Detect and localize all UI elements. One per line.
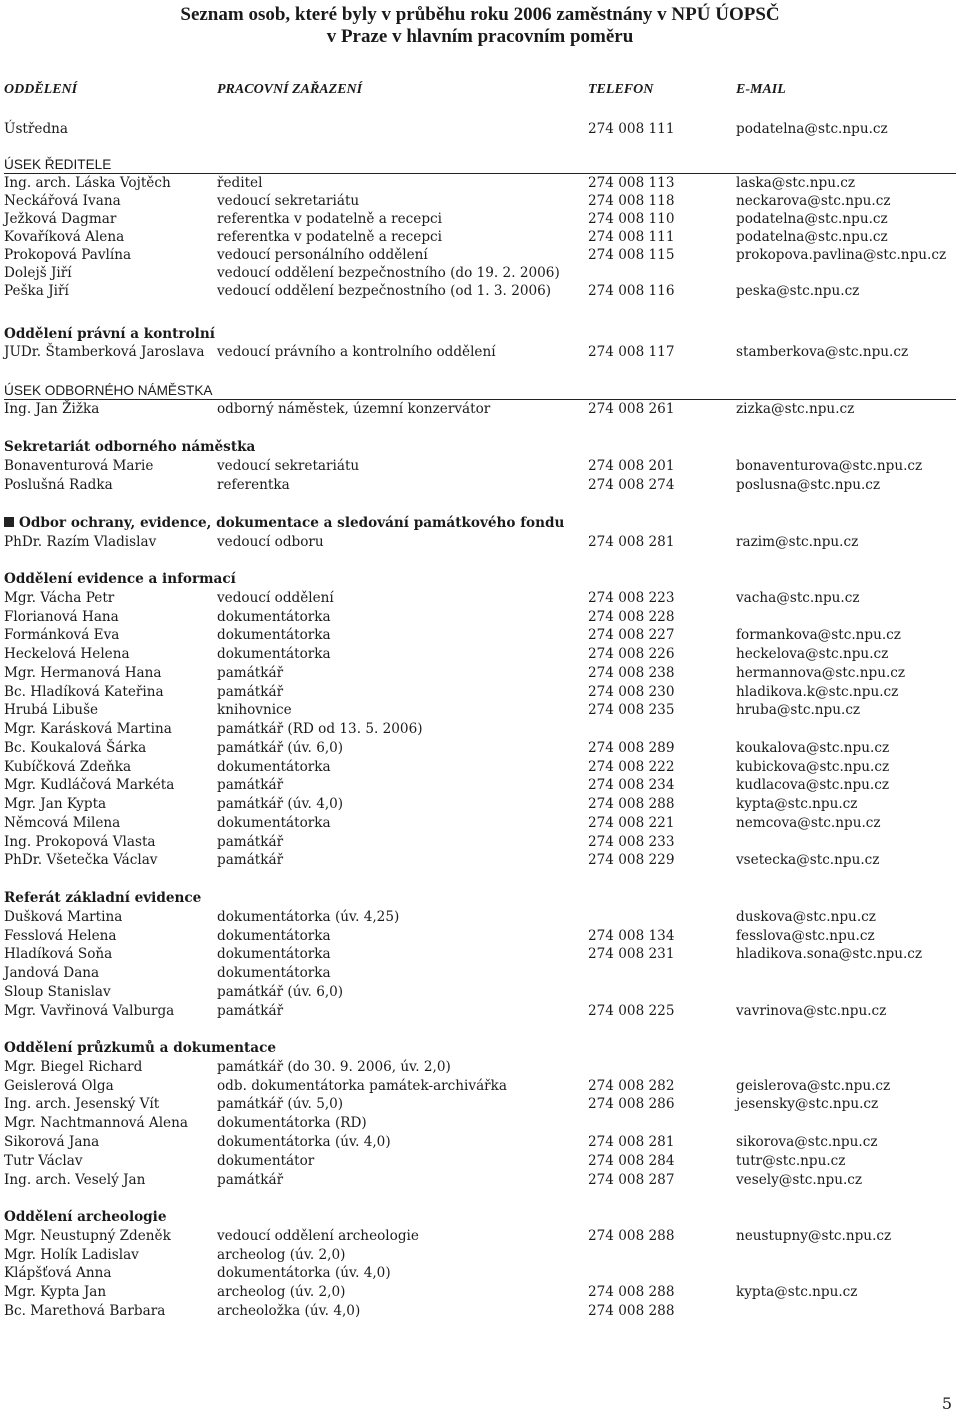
column-header-email: E-MAIL xyxy=(736,82,786,97)
employee-position: památkář (úv. 5,0) xyxy=(217,1096,344,1113)
employee-email: tutr@stc.npu.cz xyxy=(736,1152,846,1169)
table-row xyxy=(4,282,956,300)
table-row xyxy=(4,1002,956,1020)
employee-phone: 274 008 229 xyxy=(588,852,675,869)
employee-phone: 274 008 134 xyxy=(588,927,675,944)
table-row xyxy=(4,795,956,813)
employee-name: Heckelová Helena xyxy=(4,646,130,662)
employee-phone: 274 008 228 xyxy=(588,608,675,625)
section-heading xyxy=(4,889,201,907)
section-heading xyxy=(4,514,564,532)
employee-position: památkář xyxy=(217,1171,284,1188)
employee-position: dokumentátorka (úv. 4,0) xyxy=(217,1265,391,1282)
employee-position: dokumentátor xyxy=(217,1152,315,1169)
employee-email: bonaventurova@stc.npu.cz xyxy=(736,458,923,474)
employee-email: stamberkova@stc.npu.cz xyxy=(736,344,909,360)
employee-name: Němcová Milena xyxy=(4,814,121,831)
table-row xyxy=(4,908,956,926)
employee-name: Bonaventurová Marie xyxy=(4,458,154,474)
table-row xyxy=(4,683,956,701)
employee-name: Kovaříková Alena xyxy=(4,229,125,245)
employee-phone: 274 008 225 xyxy=(588,1002,675,1019)
table-row xyxy=(4,833,956,851)
employee-position: dokumentátorka xyxy=(217,646,331,662)
employee-phone: 274 008 288 xyxy=(588,796,675,812)
employee-phone: 274 008 235 xyxy=(588,702,675,719)
employee-phone: 274 008 234 xyxy=(588,777,675,794)
employee-name: Mgr. Biegel Richard xyxy=(4,1058,143,1075)
table-row xyxy=(4,608,956,626)
table-row xyxy=(4,343,956,361)
employee-position: památkář (do 30. 9. 2006, úv. 2,0) xyxy=(217,1058,451,1075)
employee-position: památkář xyxy=(217,664,284,681)
employee-name: Poslušná Radka xyxy=(4,477,113,493)
table-row xyxy=(4,192,956,210)
employee-name: Peška Jiří xyxy=(4,283,69,299)
employee-name: Mgr. Karásková Martina xyxy=(4,721,172,737)
employee-email: razim@stc.npu.cz xyxy=(736,534,859,550)
column-header-phone: TELEFON xyxy=(588,82,654,97)
section-title: Oddělení právní a kontrolní xyxy=(4,326,215,342)
employee-email: koukalova@stc.npu.cz xyxy=(736,739,890,756)
employee-phone: 274 008 286 xyxy=(588,1096,675,1113)
table-row xyxy=(4,758,956,776)
employee-position: památkář xyxy=(217,852,284,869)
employee-position: vedoucí oddělení archeologie xyxy=(217,1227,419,1244)
central-email: podatelna@stc.npu.cz xyxy=(736,121,888,137)
employee-email: vacha@stc.npu.cz xyxy=(736,589,860,606)
employee-position: vedoucí oddělení bezpečnostního (od 1. 3. 2006) xyxy=(217,283,552,299)
employee-email: vesely@stc.npu.cz xyxy=(736,1171,863,1188)
employee-name: Ježková Dagmar xyxy=(4,211,117,227)
employee-name: Fesslová Helena xyxy=(4,927,117,944)
employee-name: Ing. arch. Láska Vojtěch xyxy=(4,175,171,191)
section-heading xyxy=(4,570,236,588)
square-bullet-icon xyxy=(4,517,14,527)
employee-email: hladikova.sona@stc.npu.cz xyxy=(736,946,923,963)
employee-position: památkář (RD od 13. 5. 2006) xyxy=(217,721,423,737)
employee-name: Mgr. Hermanová Hana xyxy=(4,664,162,681)
employee-name: Tutr Václav xyxy=(4,1152,83,1169)
employee-position: dokumentátorka (RD) xyxy=(217,1115,367,1132)
employee-name: Mgr. Kudláčová Markéta xyxy=(4,777,175,794)
employee-email: prokopova.pavlina@stc.npu.cz xyxy=(736,247,947,263)
employee-name: JUDr. Štamberková Jaroslava xyxy=(4,344,205,360)
employee-email: kypta@stc.npu.cz xyxy=(736,796,858,812)
section-title: ÚSEK ODBORNÉHO NÁMĚSTKA xyxy=(4,383,213,398)
employee-position: dokumentátorka xyxy=(217,946,331,963)
table-row xyxy=(4,739,956,757)
employee-position: archeolog (úv. 2,0) xyxy=(217,1284,346,1301)
employee-position: památkář xyxy=(217,683,284,700)
employee-name: PhDr. Všetečka Václav xyxy=(4,852,158,869)
employee-phone: 274 008 288 xyxy=(588,1227,675,1244)
employee-phone: 274 008 118 xyxy=(588,193,675,209)
employee-email: poslusna@stc.npu.cz xyxy=(736,477,881,493)
section-title: Sekretariát odborného náměstka xyxy=(4,439,256,455)
employee-name: Dolejš Jiří xyxy=(4,265,72,281)
employee-position: dokumentátorka xyxy=(217,758,331,775)
employee-email: vsetecka@stc.npu.cz xyxy=(736,852,880,869)
employee-name: Mgr. Kypta Jan xyxy=(4,1284,107,1301)
employee-position: památkář xyxy=(217,777,284,794)
employee-position: referentka v podatelně a recepci xyxy=(217,229,443,245)
employee-position: dokumentátorka xyxy=(217,927,331,944)
employee-email: zizka@stc.npu.cz xyxy=(736,401,855,417)
employee-email: kubickova@stc.npu.cz xyxy=(736,758,890,775)
table-row xyxy=(4,776,956,794)
central-name: Ústředna xyxy=(4,121,68,137)
employee-name: Prokopová Pavlína xyxy=(4,247,132,263)
employee-name: Geislerová Olga xyxy=(4,1077,114,1094)
employee-phone: 274 008 226 xyxy=(588,646,675,662)
employee-name: Formánková Eva xyxy=(4,627,120,644)
table-row xyxy=(4,1152,956,1170)
title-line-2: v Praze v hlavním pracovním poměru xyxy=(326,26,634,47)
table-row xyxy=(4,1246,956,1264)
employee-position: ředitel xyxy=(217,175,263,191)
table-row xyxy=(4,720,956,738)
page-number: 5 xyxy=(941,1394,952,1413)
employee-name: Bc. Hladíková Kateřina xyxy=(4,683,164,700)
employee-phone: 274 008 233 xyxy=(588,833,675,850)
employee-name: Hrubá Libuše xyxy=(4,702,99,719)
section-heading xyxy=(4,438,255,456)
table-row xyxy=(4,1058,956,1076)
employee-position: dokumentátorka xyxy=(217,608,331,625)
employee-name: Dušková Martina xyxy=(4,908,123,925)
table-row xyxy=(4,927,956,945)
employee-phone: 274 008 231 xyxy=(588,946,675,963)
employee-email: vavrinova@stc.npu.cz xyxy=(736,1002,887,1019)
employee-email: kudlacova@stc.npu.cz xyxy=(736,777,890,794)
employee-phone: 274 008 288 xyxy=(588,1284,675,1301)
table-row xyxy=(4,626,956,644)
employee-phone: 274 008 201 xyxy=(588,458,675,474)
employee-name: Mgr. Vácha Petr xyxy=(4,589,115,606)
employee-position: odb. dokumentátorka památek-archivářka xyxy=(217,1077,508,1094)
employee-email: hermannova@stc.npu.cz xyxy=(736,664,906,681)
table-row xyxy=(4,645,956,663)
employee-position: vedoucí odboru xyxy=(217,534,324,550)
table-row xyxy=(4,701,956,719)
employee-phone: 274 008 282 xyxy=(588,1077,675,1094)
employee-name: Kubíčková Zdeňka xyxy=(4,758,132,775)
employee-name: Florianová Hana xyxy=(4,608,119,625)
employee-name: Hladíková Soňa xyxy=(4,946,113,963)
employee-position: památkář (úv. 6,0) xyxy=(217,739,344,756)
employee-position: referentka xyxy=(217,477,290,493)
employee-phone: 274 008 111 xyxy=(588,229,675,245)
employee-phone: 274 008 223 xyxy=(588,589,675,606)
employee-position: dokumentátorka xyxy=(217,965,331,982)
employee-position: dokumentátorka (úv. 4,25) xyxy=(217,908,400,925)
employee-email: kypta@stc.npu.cz xyxy=(736,1284,858,1301)
section-heading xyxy=(4,1039,276,1057)
employee-email: heckelova@stc.npu.cz xyxy=(736,646,889,662)
title-line-1: Seznam osob, které byly v průběhu roku 2006 zaměstnány v NPÚ ÚOPSČ xyxy=(180,4,780,25)
employee-email: geislerova@stc.npu.cz xyxy=(736,1077,891,1094)
column-header-department: ODDĚLENÍ xyxy=(4,82,78,97)
employee-position: dokumentátorka xyxy=(217,814,331,831)
employee-email: neustupny@stc.npu.cz xyxy=(736,1227,892,1244)
employee-email: formankova@stc.npu.cz xyxy=(736,627,901,644)
employee-email: fesslova@stc.npu.cz xyxy=(736,927,875,944)
table-row xyxy=(4,264,956,282)
employee-name: Sloup Stanislav xyxy=(4,984,111,1000)
employee-position: památkář xyxy=(217,833,284,850)
table-row xyxy=(4,983,956,1001)
section-title: Oddělení archeologie xyxy=(4,1209,167,1225)
section-title: ÚSEK ŘEDITELE xyxy=(4,157,112,172)
central-row xyxy=(4,120,956,138)
employee-name: Mgr. Holík Ladislav xyxy=(4,1246,139,1263)
table-row xyxy=(4,1264,956,1282)
table-row xyxy=(4,1227,956,1245)
table-row xyxy=(4,210,956,228)
table-row xyxy=(4,1302,956,1320)
employee-phone: 274 008 274 xyxy=(588,477,675,493)
employee-name: PhDr. Razím Vladislav xyxy=(4,534,157,550)
table-row xyxy=(4,814,956,832)
section-heading xyxy=(4,156,111,174)
employee-position: dokumentátorka xyxy=(217,627,331,644)
employee-phone: 274 008 288 xyxy=(588,1303,675,1319)
employee-phone: 274 008 115 xyxy=(588,247,675,263)
employee-position: vedoucí oddělení xyxy=(217,589,334,606)
table-row xyxy=(4,1171,956,1189)
table-row xyxy=(4,174,956,192)
employee-name: Bc. Koukalová Šárka xyxy=(4,739,147,756)
employee-phone: 274 008 227 xyxy=(588,627,675,644)
employee-position: archeoložka (úv. 4,0) xyxy=(217,1303,361,1319)
employee-position: vedoucí sekretariátu xyxy=(217,458,360,474)
employee-position: referentka v podatelně a recepci xyxy=(217,211,443,227)
employee-name: Bc. Marethová Barbara xyxy=(4,1303,166,1319)
table-row xyxy=(4,1283,956,1301)
table-row xyxy=(4,964,956,982)
employee-email: hruba@stc.npu.cz xyxy=(736,702,861,719)
employee-position: vedoucí sekretariátu xyxy=(217,193,360,209)
document-title xyxy=(0,4,960,48)
section-title: Oddělení průzkumů a dokumentace xyxy=(4,1040,277,1056)
table-row xyxy=(4,457,956,475)
table-row xyxy=(4,664,956,682)
table-row xyxy=(4,400,956,418)
employee-phone: 274 008 261 xyxy=(588,401,675,417)
employee-phone: 274 008 238 xyxy=(588,664,675,681)
table-row xyxy=(4,228,956,246)
employee-name: Neckářová Ivana xyxy=(4,193,121,209)
employee-phone: 274 008 230 xyxy=(588,683,675,700)
section-title: Referát základní evidence xyxy=(4,890,202,906)
column-header-row xyxy=(4,82,956,100)
table-row xyxy=(4,1077,956,1095)
table-row xyxy=(4,1114,956,1132)
employee-email: laska@stc.npu.cz xyxy=(736,175,856,191)
employee-name: Klápšťová Anna xyxy=(4,1265,112,1282)
employee-position: vedoucí oddělení bezpečnostního (do 19. 2. 2006) xyxy=(217,265,560,281)
employee-name: Mgr. Nachtmannová Alena xyxy=(4,1115,188,1132)
employee-email: sikorova@stc.npu.cz xyxy=(736,1134,878,1150)
employee-name: Ing. arch. Jesenský Vít xyxy=(4,1096,160,1113)
table-row xyxy=(4,1133,956,1151)
employee-email: duskova@stc.npu.cz xyxy=(736,908,876,925)
employee-position: památkář (úv. 6,0) xyxy=(217,984,344,1000)
employee-position: vedoucí právního a kontrolního oddělení xyxy=(217,344,496,360)
table-row xyxy=(4,945,956,963)
employee-position: dokumentátorka (úv. 4,0) xyxy=(217,1134,391,1150)
employee-phone: 274 008 281 xyxy=(588,1134,675,1150)
employee-phone: 274 008 221 xyxy=(588,814,675,831)
employee-position: památkář xyxy=(217,1002,284,1019)
employee-email: peska@stc.npu.cz xyxy=(736,283,860,299)
section-title: Odbor ochrany, evidence, dokumentace a sledování památkového fondu xyxy=(19,515,565,531)
employee-phone: 274 008 117 xyxy=(588,344,675,360)
employee-name: Ing. arch. Veselý Jan xyxy=(4,1171,146,1188)
employee-position: odborný náměstek, územní konzervátor xyxy=(217,401,491,417)
employee-phone: 274 008 222 xyxy=(588,758,675,775)
employee-phone: 274 008 289 xyxy=(588,739,675,756)
table-row xyxy=(4,533,956,551)
employee-name: Ing. Prokopová Vlasta xyxy=(4,833,156,850)
employee-phone: 274 008 287 xyxy=(588,1171,675,1188)
employee-position: vedoucí personálního oddělení xyxy=(217,247,428,263)
table-row xyxy=(4,246,956,264)
employee-name: Mgr. Vavřinová Valburga xyxy=(4,1002,175,1019)
employee-position: archeolog (úv. 2,0) xyxy=(217,1246,346,1263)
employee-name: Sikorová Jana xyxy=(4,1134,100,1150)
employee-email: hladikova.k@stc.npu.cz xyxy=(736,683,899,700)
employee-email: neckarova@stc.npu.cz xyxy=(736,193,891,209)
table-row xyxy=(4,1095,956,1113)
employee-name: Jandová Dana xyxy=(4,965,100,982)
employee-name: Mgr. Neustupný Zdeněk xyxy=(4,1227,171,1244)
employee-email: podatelna@stc.npu.cz xyxy=(736,211,888,227)
section-heading xyxy=(4,1208,167,1226)
employee-phone: 274 008 113 xyxy=(588,175,675,191)
table-row xyxy=(4,589,956,607)
table-row xyxy=(4,851,956,869)
central-phone: 274 008 111 xyxy=(588,121,675,137)
employee-position: památkář (úv. 4,0) xyxy=(217,796,344,812)
section-title: Oddělení evidence a informací xyxy=(4,571,236,587)
employee-position: knihovnice xyxy=(217,702,292,719)
employee-phone: 274 008 110 xyxy=(588,211,675,227)
employee-email: podatelna@stc.npu.cz xyxy=(736,229,888,245)
employee-phone: 274 008 281 xyxy=(588,534,675,550)
section-heading xyxy=(4,382,212,400)
employee-email: jesensky@stc.npu.cz xyxy=(736,1096,879,1113)
employee-name: Ing. Jan Žižka xyxy=(4,401,100,417)
employee-name: Mgr. Jan Kypta xyxy=(4,796,107,812)
employee-email: nemcova@stc.npu.cz xyxy=(736,814,881,831)
employee-phone: 274 008 116 xyxy=(588,283,675,299)
employee-phone: 274 008 284 xyxy=(588,1152,675,1169)
column-header-position: PRACOVNÍ ZAŘAZENÍ xyxy=(217,82,363,97)
section-heading xyxy=(4,325,215,343)
table-row xyxy=(4,476,956,494)
